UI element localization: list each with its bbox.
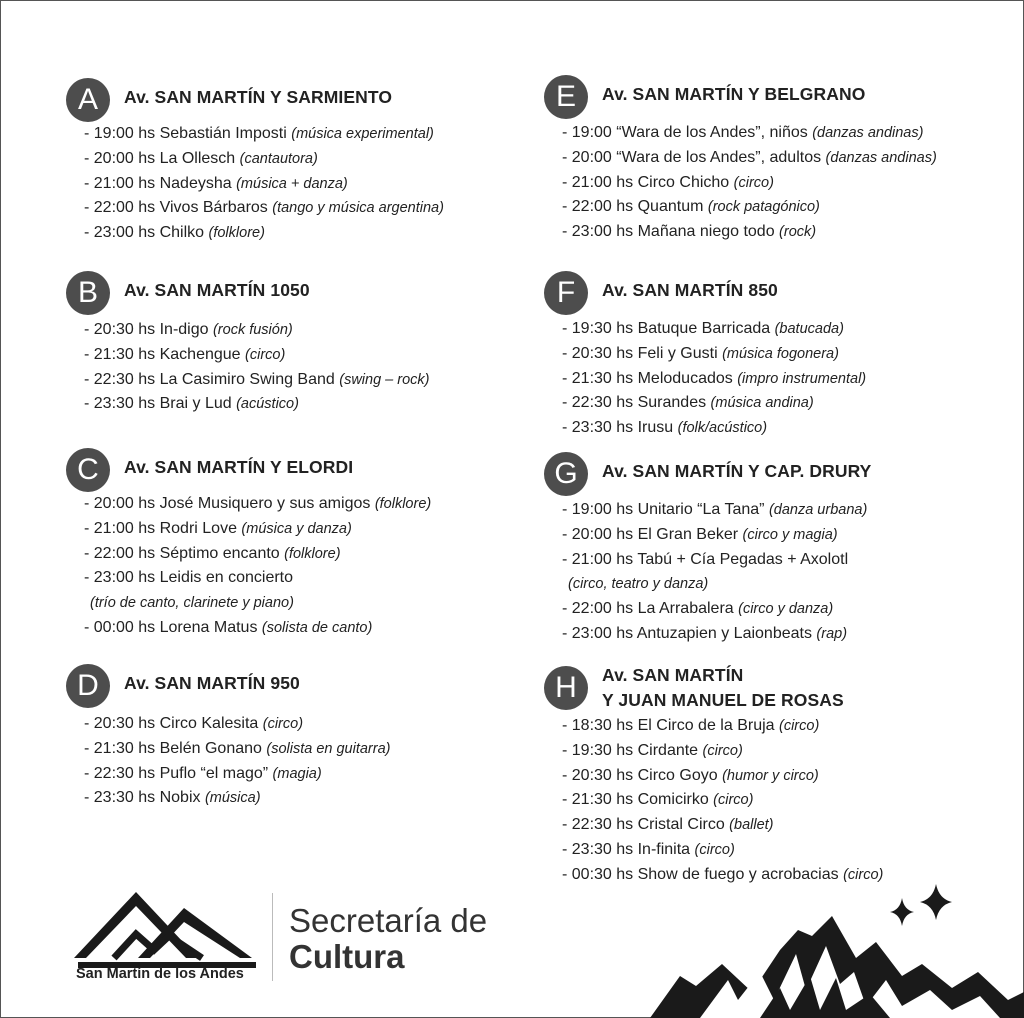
event-time-artist: - 23:00 hs Chilko xyxy=(84,224,209,242)
event-time-artist: - 21:00 hs Tabú + Cía Pegadas + Axolotl xyxy=(562,550,849,568)
event-genre: (solista de canto) xyxy=(261,619,373,636)
event-time-artist: - 20:00 hs El Gran Beker xyxy=(562,525,743,543)
event-item xyxy=(84,591,431,616)
event-time-artist: - 21:00 hs Nadeysha xyxy=(84,174,237,192)
event-time-artist: - 23:30 hs Irusu xyxy=(562,419,678,437)
section-header xyxy=(66,271,526,315)
secretaria-subtitle: Cultura xyxy=(289,938,405,975)
event-item xyxy=(562,714,883,739)
section-header xyxy=(544,452,1004,496)
event-genre: (música) xyxy=(204,790,261,807)
section-title xyxy=(602,280,778,301)
section-header xyxy=(66,664,526,708)
section-title-line: Av. SAN MARTÍN Y CAP. DRURY xyxy=(602,461,872,481)
event-item xyxy=(562,171,937,196)
event-item xyxy=(84,492,431,517)
event-list xyxy=(84,492,431,641)
event-genre: (batucada) xyxy=(774,321,844,337)
event-time-artist: - 00:30 hs Show de fuego y acrobacias xyxy=(562,865,844,883)
event-genre: (circo) xyxy=(779,718,820,734)
event-item xyxy=(84,737,390,762)
event-item xyxy=(84,712,390,737)
event-time-artist: - 23:00 hs Leidis en concierto xyxy=(84,569,294,587)
event-item xyxy=(84,318,430,343)
section-title xyxy=(124,280,310,301)
event-time-artist: - 19:00 hs Unitario “La Tana” xyxy=(562,501,769,518)
event-time-artist: - 00:00 hs Lorena Matus xyxy=(84,618,262,636)
event-genre: (folklore) xyxy=(284,545,341,562)
event-time-artist: - 21:00 hs Rodri Love xyxy=(84,519,242,537)
event-genre: (rock patagónico) xyxy=(707,199,820,216)
event-genre: (rock fusión) xyxy=(212,322,293,338)
event-time-artist: - 23:30 hs Nobix xyxy=(84,789,205,807)
event-genre: (circo) xyxy=(733,174,774,191)
event-genre: (circo) xyxy=(843,866,884,883)
secretaria-title: Secretaría de xyxy=(289,902,488,939)
event-genre: (danzas andinas) xyxy=(825,149,937,166)
event-time-artist: - 21:30 hs Kachengue xyxy=(84,345,246,363)
event-genre: (ballet) xyxy=(729,817,774,834)
event-time-artist: - 22:30 hs Surandes xyxy=(562,394,711,412)
event-time-artist: - 22:00 hs Séptimo encanto xyxy=(84,544,285,562)
section-title xyxy=(124,673,300,694)
event-genre: (circo) xyxy=(702,742,743,759)
event-list xyxy=(84,712,390,811)
event-time-artist: - 21:30 hs Meloducados xyxy=(562,369,738,387)
section-header xyxy=(544,271,1004,315)
event-genre: (acústico) xyxy=(236,396,299,413)
event-item xyxy=(562,416,866,441)
section-letter-badge: G xyxy=(544,452,588,496)
event-item xyxy=(562,317,866,342)
event-item xyxy=(562,788,883,813)
event-time-artist: - 21:30 hs Belén Gonano xyxy=(84,739,267,757)
event-time-artist: - 20:30 hs Circo Goyo xyxy=(562,766,723,784)
event-genre: (tango y música argentina) xyxy=(272,200,444,217)
section-letter-badge: E xyxy=(544,75,588,119)
event-item xyxy=(562,548,867,573)
event-genre: (circo) xyxy=(262,716,304,732)
footer-divider xyxy=(272,893,273,981)
event-time-artist: - 21:00 hs Circo Chicho xyxy=(562,173,734,191)
sparkle-icon xyxy=(890,884,952,926)
event-genre: (humor y circo) xyxy=(722,767,819,784)
event-genre: (música andina) xyxy=(710,395,814,412)
event-item xyxy=(84,368,430,393)
mountain-stars-decoration xyxy=(640,860,1024,1018)
event-item xyxy=(84,196,444,221)
event-list xyxy=(84,122,444,246)
event-genre: (circo) xyxy=(245,346,286,363)
event-genre: (danzas andinas) xyxy=(812,125,924,141)
section-title xyxy=(124,457,353,478)
event-genre: (solista en guitarra) xyxy=(266,740,391,757)
event-time-artist: - 22:00 hs La Arrabalera xyxy=(562,600,739,618)
event-genre: (música experimental) xyxy=(291,126,434,142)
event-item xyxy=(562,813,883,838)
event-item xyxy=(84,147,444,172)
event-time-artist: - 19:00 “Wara de los Andes”, niños xyxy=(562,124,813,141)
event-item xyxy=(562,597,867,622)
section-header xyxy=(544,75,1004,119)
section-header xyxy=(66,78,526,122)
event-time-artist: - 22:30 hs La Casimiro Swing Band xyxy=(84,370,340,388)
event-item xyxy=(562,572,867,597)
event-time-artist: - 20:30 hs Feli y Gusti xyxy=(562,344,723,362)
event-time-artist: - 21:30 hs Comicirko xyxy=(562,791,714,809)
event-item xyxy=(84,343,430,368)
event-item xyxy=(562,391,866,416)
event-item xyxy=(562,121,937,146)
event-time-artist: - 20:00 “Wara de los Andes”, adultos xyxy=(562,148,826,166)
event-item xyxy=(562,342,866,367)
section-c xyxy=(66,448,526,636)
event-list xyxy=(562,498,867,647)
event-time-artist: - 20:00 hs La Ollesch xyxy=(84,149,240,167)
section-header xyxy=(544,666,1004,710)
event-time-artist: - 23:00 hs Antuzapien y Laionbeats xyxy=(562,624,817,642)
event-item xyxy=(84,392,430,417)
event-genre: (folklore) xyxy=(208,225,265,242)
section-f xyxy=(544,271,1004,437)
event-item xyxy=(84,616,431,641)
event-list xyxy=(562,317,866,441)
event-item xyxy=(84,542,431,567)
event-genre: (circo y magia) xyxy=(742,526,838,543)
section-title-line: Y JUAN MANUEL DE ROSAS xyxy=(602,690,844,710)
event-time-artist: - 22:00 hs Quantum xyxy=(562,198,708,216)
section-e xyxy=(544,75,1004,241)
section-title xyxy=(602,663,844,713)
event-time-artist: - 22:00 hs Vivos Bárbaros xyxy=(84,199,273,217)
section-title-line: Av. SAN MARTÍN xyxy=(602,665,744,685)
event-time-artist: - 19:30 hs Batuque Barricada xyxy=(562,320,775,337)
section-title-line: Av. SAN MARTÍN 950 xyxy=(124,673,300,693)
event-genre: (circo) xyxy=(713,792,754,809)
event-time-artist: - 23:30 hs Brai y Lud xyxy=(84,395,237,413)
event-item xyxy=(562,523,867,548)
event-list xyxy=(562,121,937,245)
section-letter-badge: A xyxy=(66,78,110,122)
section-letter-badge: C xyxy=(66,448,110,492)
event-time-artist: - 22:30 hs Cristal Circo xyxy=(562,816,730,834)
section-d xyxy=(66,664,526,807)
section-title-line: Av. SAN MARTÍN Y BELGRANO xyxy=(602,84,866,104)
event-genre: (música + danza) xyxy=(236,175,348,192)
event-item xyxy=(562,146,937,171)
event-genre: (música fogonera) xyxy=(722,345,839,362)
event-item xyxy=(562,764,883,789)
section-header xyxy=(66,448,526,492)
section-b xyxy=(66,271,526,413)
section-title xyxy=(602,84,865,105)
event-time-artist: - 23:00 hs Mañana niego todo xyxy=(562,223,780,241)
section-title-line: Av. SAN MARTÍN 850 xyxy=(602,280,778,300)
event-item xyxy=(562,220,937,245)
event-item xyxy=(84,786,390,811)
event-time-artist: - 22:30 hs Puflo “el mago” xyxy=(84,764,273,782)
section-letter-badge: F xyxy=(544,271,588,315)
section-g xyxy=(544,452,1004,642)
event-item xyxy=(562,739,883,764)
event-item xyxy=(84,517,431,542)
section-title-line: Av. SAN MARTÍN 1050 xyxy=(124,280,310,300)
event-genre: (música y danza) xyxy=(241,520,352,537)
event-genre: (swing – rock) xyxy=(339,371,430,388)
event-time-artist: - 19:30 hs Cirdante xyxy=(562,741,703,759)
event-genre: (cantautora) xyxy=(239,150,318,167)
event-time-artist: - 20:30 hs Circo Kalesita xyxy=(84,715,263,732)
event-genre: (danza urbana) xyxy=(768,502,868,518)
section-letter-badge: B xyxy=(66,271,110,315)
event-item xyxy=(84,122,444,147)
event-genre: (impro instrumental) xyxy=(737,370,867,387)
section-title xyxy=(124,87,392,108)
event-time-artist: - 19:00 hs Sebastián Imposti xyxy=(84,125,292,142)
event-item xyxy=(84,762,390,787)
event-genre: (circo, teatro y danza) xyxy=(568,576,709,593)
event-genre: (magia) xyxy=(272,765,322,782)
event-item xyxy=(562,367,866,392)
event-item xyxy=(84,566,431,591)
event-genre: (folk/acústico) xyxy=(677,420,768,437)
event-item xyxy=(84,221,444,246)
event-item xyxy=(562,498,867,523)
section-h xyxy=(544,665,1004,883)
event-genre: (rap) xyxy=(816,625,848,642)
event-genre: (folklore) xyxy=(374,496,432,512)
section-letter-badge: D xyxy=(66,664,110,708)
section-title-line: Av. SAN MARTÍN Y SARMIENTO xyxy=(124,87,393,107)
section-title xyxy=(602,461,871,482)
event-time-artist: - 20:00 hs José Musiquero y sus amigos xyxy=(84,495,375,512)
event-item xyxy=(562,195,937,220)
section-a xyxy=(66,78,526,242)
section-letter-badge: H xyxy=(544,666,588,710)
event-genre: (circo y danza) xyxy=(738,601,834,618)
event-genre: (rock) xyxy=(779,224,817,241)
event-list xyxy=(84,318,430,417)
event-time-artist: - 20:30 hs In-digo xyxy=(84,321,213,338)
event-genre: (circo) xyxy=(694,841,735,858)
event-time-artist: - 18:30 hs El Circo de la Bruja xyxy=(562,717,779,734)
logo-caption: San Martín de los Andes xyxy=(76,966,244,982)
event-genre: (trío de canto, clarinete y piano) xyxy=(90,595,294,612)
event-item xyxy=(562,622,867,647)
event-item xyxy=(84,172,444,197)
event-time-artist: - 23:30 hs In-finita xyxy=(562,840,695,858)
section-title-line: Av. SAN MARTÍN Y ELORDI xyxy=(124,457,354,477)
